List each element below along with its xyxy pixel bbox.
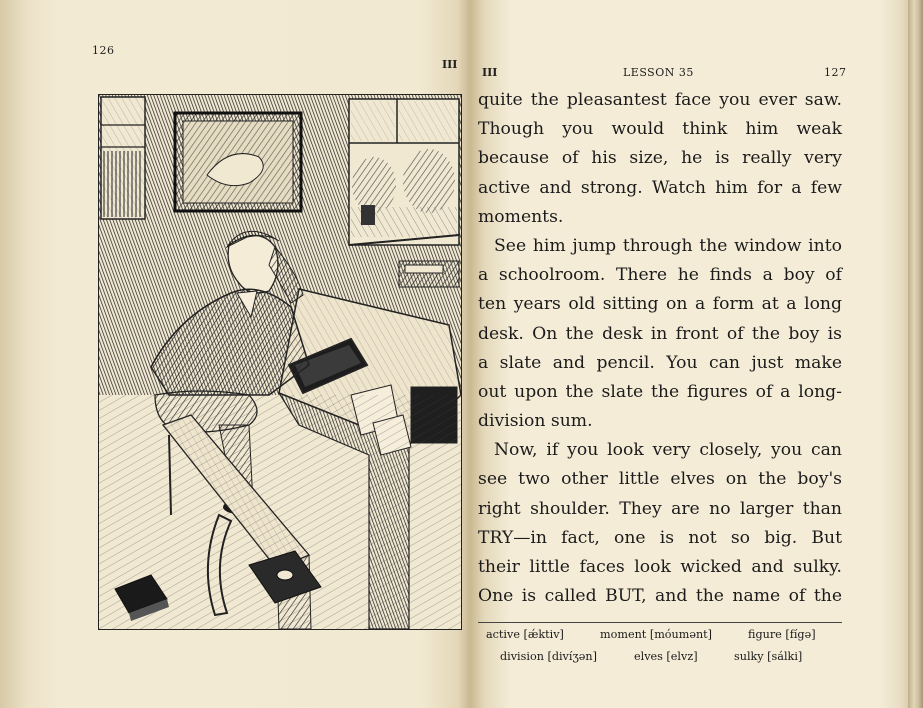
right-section-mark: III [482, 66, 498, 79]
lesson-body-text [478, 86, 842, 611]
glossary-entry: elves [elvz] [634, 650, 698, 663]
text-line: see two other little elves on the boy's [478, 469, 842, 490]
book-page-edges [908, 0, 923, 708]
text-line: One is called BUT, and the name of the [478, 586, 842, 607]
text-line: a schoolroom. There he finds a boy of [478, 265, 842, 286]
glossary-entry: figure [fígə] [748, 628, 816, 641]
text-line: ten years old sitting on a form at a long [478, 294, 842, 315]
glossary-entry: moment [móumənt] [600, 628, 713, 641]
left-section-mark: III [442, 58, 458, 71]
glossary-entry: sulky [sálki] [734, 650, 803, 663]
text-line: See him jump through the window into [494, 235, 842, 256]
text-line: a slate and pencil. You can just make [478, 352, 842, 373]
text-line: their little faces look wicked and sulky. [478, 557, 842, 577]
text-line: Now, if you look very closely, you can [494, 440, 842, 461]
text-line: Though you would think him weak [478, 119, 842, 140]
glossary-entry: active [ǽktiv] [486, 628, 564, 641]
glossary-entry: division [divíʒən] [500, 650, 597, 663]
text-line: TRY—in fact, one is not so big. But [478, 527, 842, 548]
text-line: quite the pleasantest face you ever saw. [478, 90, 842, 110]
footnote-rule [478, 622, 842, 623]
illustration-boy-at-desk [98, 94, 462, 630]
text-line: active and strong. Watch him for a few [478, 177, 842, 198]
text-line: out upon the slate the figures of a long- [478, 381, 842, 402]
right-page-number: 127 [824, 66, 847, 79]
text-line: because of his size, he is really very [478, 148, 842, 169]
text-line: moments. [478, 206, 564, 227]
text-line: division sum. [478, 411, 593, 432]
text-line: right shoulder. They are no larger than [478, 498, 842, 519]
text-line: desk. On the desk in front of the boy is [478, 323, 842, 344]
lesson-heading: LESSON 35 [623, 66, 694, 79]
left-page-number: 126 [92, 44, 115, 57]
